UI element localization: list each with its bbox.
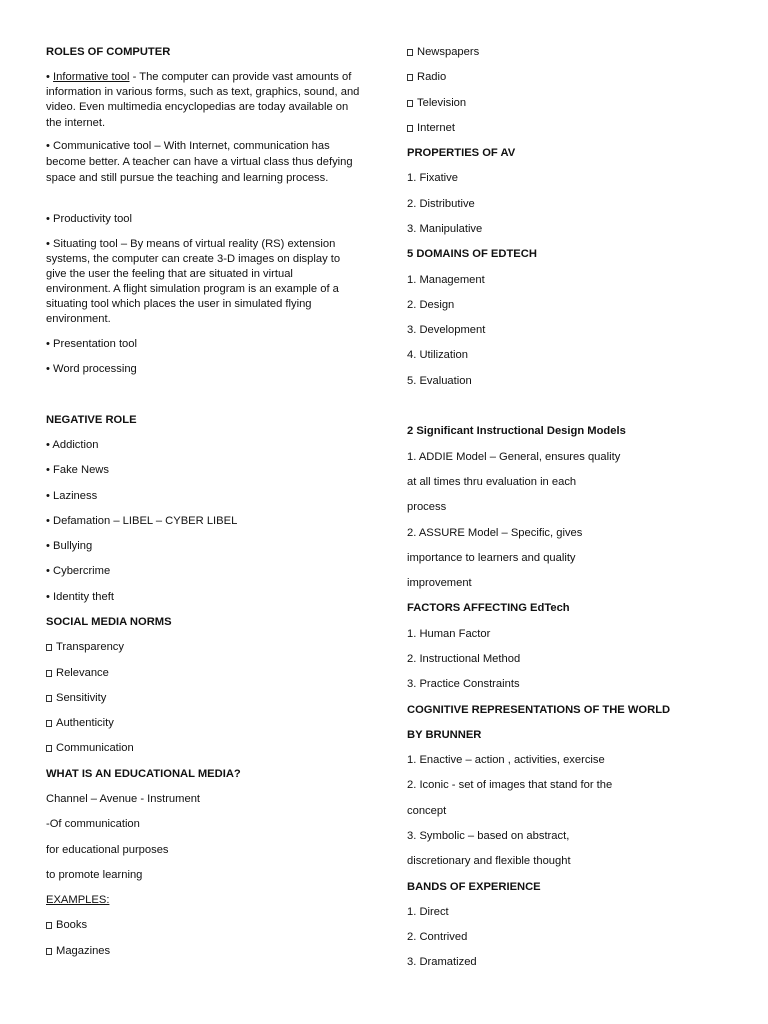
list-item: 3. Development — [407, 324, 486, 336]
checkbox-square-icon — [407, 74, 413, 81]
list-item: 1. Human Factor — [407, 628, 491, 640]
list-item: Television — [407, 96, 466, 111]
list-item: Radio — [407, 70, 446, 85]
list-item: 3. Manipulative — [407, 223, 483, 235]
checkbox-square-icon — [46, 745, 52, 752]
checkbox-square-icon — [407, 100, 413, 107]
bullet: • — [46, 71, 54, 83]
checkbox-square-icon — [46, 720, 52, 727]
text-line: 3. Symbolic – based on abstract, — [407, 830, 570, 842]
list-item: • Identity theft — [46, 591, 114, 603]
list-item: 2. Distributive — [407, 198, 475, 210]
text-line: 2. ASSURE Model – Specific, gives — [407, 527, 583, 539]
checkbox-square-icon — [46, 644, 52, 651]
list-item: 4. Utilization — [407, 349, 468, 361]
list-item: Authenticity — [46, 716, 114, 731]
list-item: • Addiction — [46, 439, 99, 451]
communicative-tool-paragraph: • Communicative tool – With Internet, communication has become better. A teacher can have a virtual class thus defying space and still pursue the teaching and learning process. — [46, 140, 353, 184]
text-line: 1. Enactive – action , activities, exercise — [407, 754, 605, 766]
list-item: Relevance — [46, 666, 109, 681]
list-item: Newspapers — [407, 45, 479, 60]
properties-of-av-heading: PROPERTIES OF AV — [407, 147, 516, 159]
cognitive-heading-line-2: BY BRUNNER — [407, 729, 482, 741]
educational-media-heading: WHAT IS AN EDUCATIONAL MEDIA? — [46, 768, 241, 780]
text-line: -Of communication — [46, 818, 140, 830]
roles-heading: ROLES OF COMPUTER — [46, 46, 171, 58]
text-line: concept — [407, 805, 447, 817]
checkbox-square-icon — [46, 922, 52, 929]
checkbox-square-icon — [46, 670, 52, 677]
checkbox-square-icon — [46, 695, 52, 702]
list-item: • Cybercrime — [46, 565, 111, 577]
list-item: 5. Evaluation — [407, 375, 472, 387]
presentation-tool-item: • Presentation tool — [46, 338, 137, 350]
bands-heading: BANDS OF EXPERIENCE — [407, 881, 541, 893]
text-line: improvement — [407, 577, 472, 589]
list-item: 3. Dramatized — [407, 956, 477, 968]
informative-tool-paragraph — [46, 70, 360, 131]
list-item: Internet — [407, 121, 455, 136]
text-line: at all times thru evaluation in each — [407, 476, 577, 488]
checkbox-square-icon — [46, 948, 52, 955]
list-item: 3. Practice Constraints — [407, 678, 520, 690]
checkbox-square-icon — [407, 49, 413, 56]
informative-tool-term: Informative tool — [53, 71, 130, 83]
text-line: to promote learning — [46, 869, 143, 881]
productivity-tool-item: • Productivity tool — [46, 213, 132, 225]
list-item: • Fake News — [46, 464, 109, 476]
list-item: Books — [46, 918, 87, 933]
situating-tool-paragraph: • Situating tool – By means of virtual reality (RS) extension systems, the computer can create 3-D images on display to give the user the feeling that are situated in virtual environment. A flight simulation program is an example of a situating tool which places the user in simulated flying environment. — [46, 238, 341, 325]
list-item: Communication — [46, 741, 134, 756]
list-item: 2. Instructional Method — [407, 653, 521, 665]
factors-heading: FACTORS AFFECTING EdTech — [407, 602, 570, 614]
examples-label: EXAMPLES: — [46, 894, 110, 906]
list-item: • Laziness — [46, 490, 98, 502]
list-item: Sensitivity — [46, 691, 106, 706]
text-line: importance to learners and quality — [407, 552, 576, 564]
word-processing-item: • Word processing — [46, 363, 137, 375]
text-line: 1. ADDIE Model – General, ensures quality — [407, 451, 621, 463]
list-item: • Defamation – LIBEL – CYBER LIBEL — [46, 515, 238, 527]
cognitive-heading: COGNITIVE REPRESENTATIONS OF THE WORLD — [407, 704, 671, 716]
negative-role-heading: NEGATIVE ROLE — [46, 414, 137, 426]
informative-tool-text: - The computer can provide vast amounts of information in various forms, such as text, graphics, sound, and video. Even multimedia encyclopedias are today available on the internet. — [46, 71, 360, 129]
text-line: discretionary and flexible thought — [407, 855, 571, 867]
checkbox-square-icon — [407, 125, 413, 132]
domains-heading: 5 DOMAINS OF EDTECH — [407, 248, 537, 260]
text-line: for educational purposes — [46, 844, 169, 856]
list-item: 1. Management — [407, 274, 485, 286]
list-item: Transparency — [46, 640, 124, 655]
list-item: 1. Fixative — [407, 172, 458, 184]
text-line: 2. Iconic - set of images that stand for the — [407, 779, 613, 791]
list-item: 2. Contrived — [407, 931, 468, 943]
text-line: Channel – Avenue - Instrument — [46, 793, 201, 805]
list-item: 2. Design — [407, 299, 455, 311]
text-line: process — [407, 501, 447, 513]
social-media-norms-heading: SOCIAL MEDIA NORMS — [46, 616, 172, 628]
design-models-heading: 2 Significant Instructional Design Models — [407, 425, 626, 437]
list-item: 1. Direct — [407, 906, 449, 918]
list-item: Magazines — [46, 944, 110, 959]
list-item: • Bullying — [46, 540, 93, 552]
